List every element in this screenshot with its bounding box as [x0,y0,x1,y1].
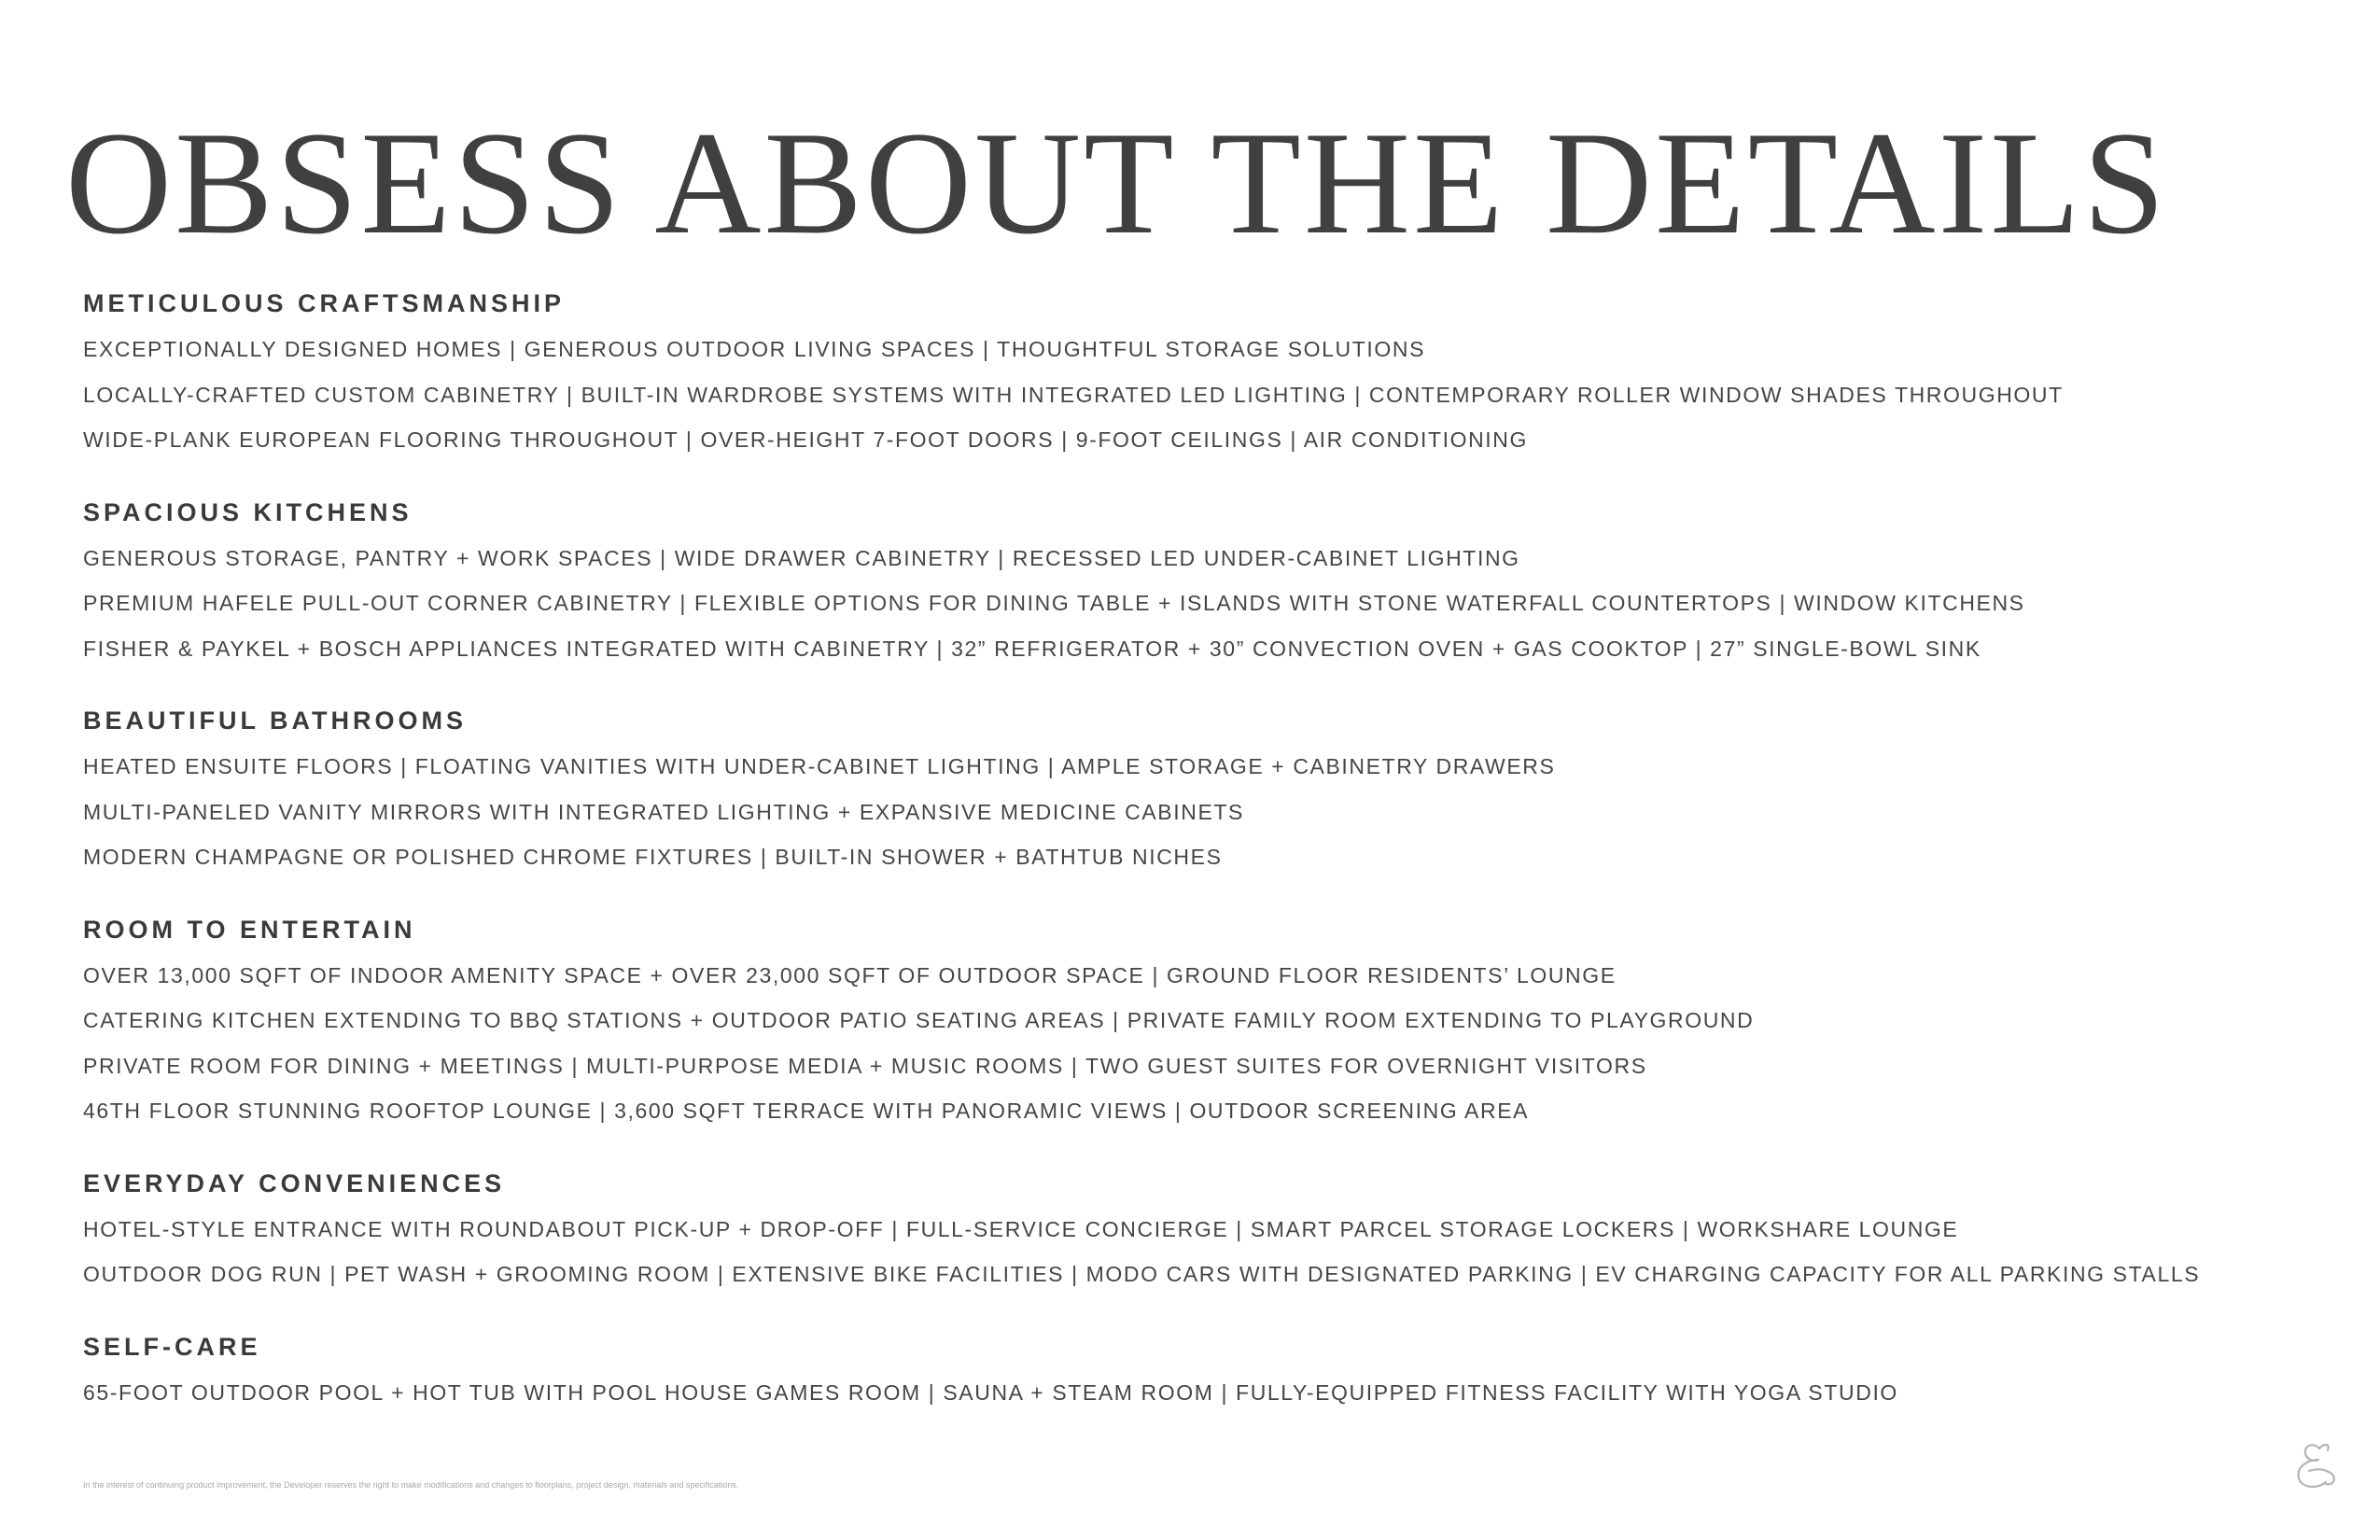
feature-line: PRIVATE ROOM FOR DINING + MEETINGS | MULTI-PURPOSE MEDIA + MUSIC ROOMS | TWO GUEST SUITES FOR OVERNIGHT VISITORS [83,1053,1647,1078]
feature-line: 65-FOOT OUTDOOR POOL + HOT TUB WITH POOL HOUSE GAMES ROOM | SAUNA + STEAM ROOM | FULLY-EQUIPPED FITNESS FACILITY WITH YOGA STUDIO [83,1379,1898,1405]
disclaimer-text: In the interest of continuing product improvement, the Developer reserves the right to make modifications and changes to floorplans, project design, materials and specifications. [83,1480,739,1490]
feature-line: WIDE-PLANK EUROPEAN FLOORING THROUGHOUT | OVER-HEIGHT 7-FOOT DOORS | 9-FOOT CEILINGS | AIR CONDITIONING [83,427,1528,452]
section-beautiful-bathrooms [83,697,2323,880]
feature-line: EXCEPTIONALLY DESIGNED HOMES | GENEROUS OUTDOOR LIVING SPACES | THOUGHTFUL STORAGE SOLUTIONS [83,337,1426,361]
section-spacious-kitchens [83,489,2323,672]
feature-line: 46TH FLOOR STUNNING ROOFTOP LOUNGE | 3,600 SQFT TERRACE WITH PANORAMIC VIEWS | OUTDOOR SCREENING AREA [83,1099,1530,1123]
feature-line: MODERN CHAMPAGNE OR POLISHED CHROME FIXTURES | BUILT-IN SHOWER + BATHTUB NICHES [83,845,1223,869]
feature-line: FISHER & PAYKEL + BOSCH APPLIANCES INTEGRATED WITH CABINETRY | 32” REFRIGERATOR + 30” CONVECTION OVEN + GAS COOKTOP | 27” SINGLE-BOWL SINK [83,636,1981,661]
feature-line: GENEROUS STORAGE, PANTRY + WORK SPACES | WIDE DRAWER CABINETRY | RECESSED LED UNDER-CABINET LIGHTING [83,545,1520,570]
section-heading: EVERYDAY CONVENIENCES [83,1169,506,1197]
section-everyday-conveniences [83,1160,2323,1297]
feature-line: HEATED ENSUITE FLOORS | FLOATING VANITIES WITH UNDER-CABINET LIGHTING | AMPLE STORAGE + CABINETRY DRAWERS [83,754,1556,778]
section-self-care [83,1323,2323,1416]
feature-line: OVER 13,000 SQFT OF INDOOR AMENITY SPACE + OVER 23,000 SQFT OF OUTDOOR SPACE | GROUND FLOOR RESIDENTS’ LOUNGE [83,962,1617,987]
feature-line: CATERING KITCHEN EXTENDING TO BBQ STATIONS + OUTDOOR PATIO SEATING AREAS | PRIVATE FAMILY ROOM EXTENDING TO PLAYGROUND [83,1008,1755,1032]
section-heading: BEAUTIFUL BATHROOMS [83,707,467,735]
feature-line: LOCALLY-CRAFTED CUSTOM CABINETRY | BUILT-IN WARDROBE SYSTEMS WITH INTEGRATED LED LIGHTING | CONTEMPORARY ROLLER WINDOW SHADES THROUGHOUT [83,382,2064,407]
section-heading: SPACIOUS KITCHENS [83,497,413,526]
features-list [83,280,2323,1441]
page-title: OBSESS ABOUT THE DETAILS [65,102,2168,265]
feature-line: HOTEL-STYLE ENTRANCE WITH ROUNDABOUT PICK-UP + DROP-OFF | FULL-SERVICE CONCIERGE | SMART PARCEL STORAGE LOCKERS | WORKSHARE LOUNGE [83,1216,1959,1241]
section-heading: ROOM TO ENTERTAIN [83,915,416,944]
section-heading: METICULOUS CRAFTSMANSHIP [83,289,565,317]
section-meticulous-craftsmanship [83,280,2323,463]
feature-line: OUTDOOR DOG RUN | PET WASH + GROOMING ROOM | EXTENSIVE BIKE FACILITIES | MODO CARS WITH DESIGNATED PARKING | EV CHARGING CAPACITY FOR ALL PARKING STALLS [83,1262,2201,1286]
brand-logo [2289,1428,2345,1493]
section-heading: SELF-CARE [83,1332,261,1361]
feature-line: MULTI-PANELED VANITY MIRRORS WITH INTEGRATED LIGHTING + EXPANSIVE MEDICINE CABINETS [83,799,1244,824]
script-e-monogram-icon [2289,1428,2345,1493]
section-room-to-entertain [83,906,2323,1134]
feature-line: PREMIUM HAFELE PULL-OUT CORNER CABINETRY | FLEXIBLE OPTIONS FOR DINING TABLE + ISLANDS WITH STONE WATERFALL COUNTERTOPS | WINDOW KITCHENS [83,591,2025,615]
